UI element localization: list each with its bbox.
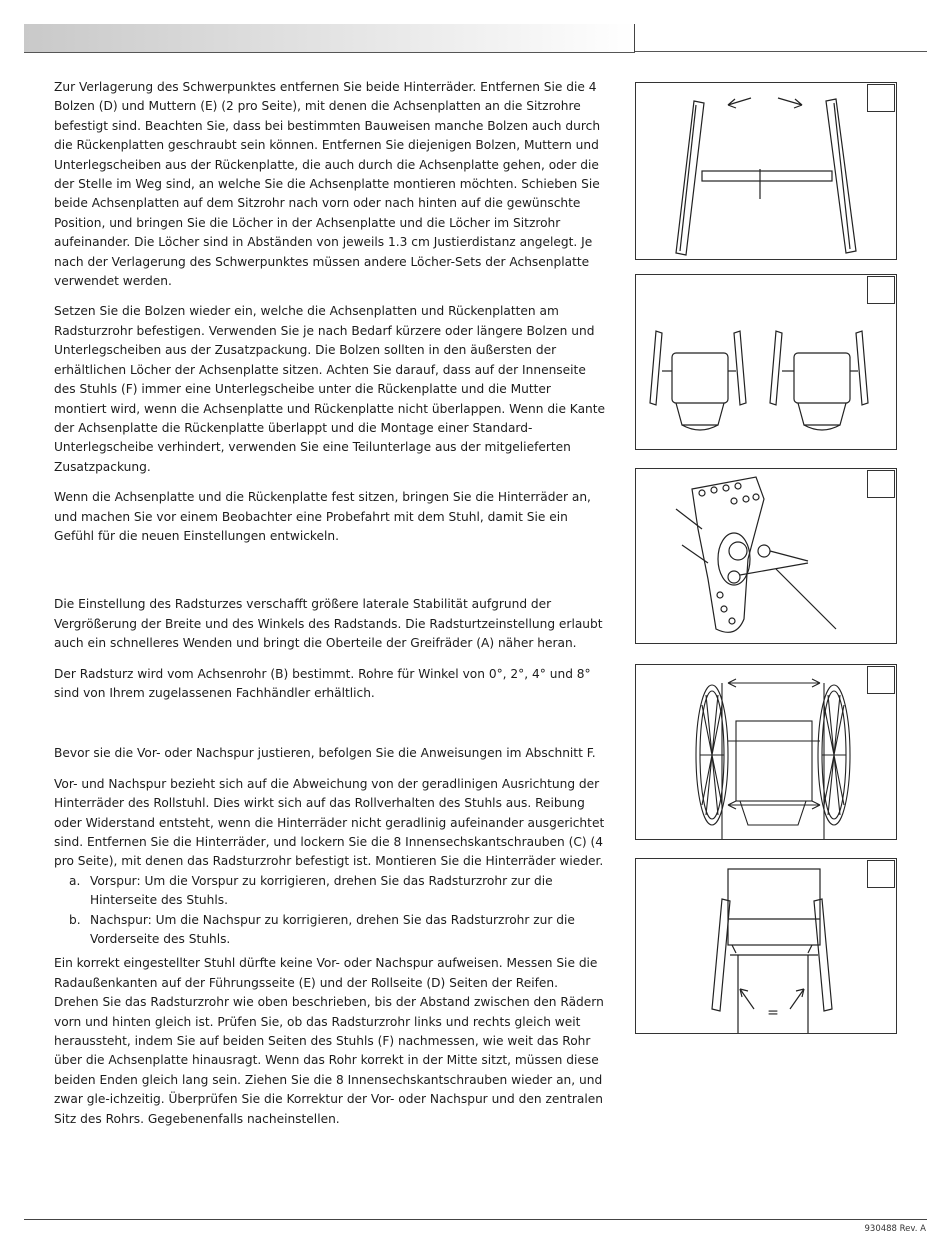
paragraph-test-drive: Wenn die Achsenplatte und die Rückenplatte fest sitzen, bringen Sie die Hinterräder an, und machen Sie vor einem Beobachter eine Probefahrt mit dem Stuhl, damit Sie ein Gefühl für die neuen Einstellungen entwickeln. bbox=[54, 490, 591, 543]
paragraph-toe-check: Ein korrekt eingestellter Stuhl dürfte keine Vor- oder Nachspur aufweisen. Messen Sie die Radaußenkanten auf der Führungsseite (E) und der Rollseite (D) Seiten der Reifen. Drehen Sie das Radsturzrohr wie oben beschrieben, bis der Abstand zwischen den Rädern vorn und hinten gleich ist. Prüfen Sie, ob das Radsturzrohr links und rechts gleich weit heraussteht, indem Sie auf beiden Seiten des Stuhls (F) nachmessen, wie weit das Rohr über die Achsenplatte hinausragt. Wenn das Rohr korrekt in der Mitte sitzt, müssen diese beiden Enden gleich lang sein. Ziehen Sie die 8 Innensechskantschrauben wieder an, und zwar gle-ichzeitig. Überprüfen Sie die Korrektur der Vor- oder Nachspur und den zentralen Sitz des Rohrs. Gegebenenfalls nacheinstellen. bbox=[54, 956, 604, 1126]
toe-adjust-list bbox=[54, 872, 606, 950]
figure-label-box bbox=[867, 276, 895, 304]
header-divider bbox=[634, 24, 635, 52]
list-item: a. Vorspur: Um die Vorspur zu korrigieren, drehen Sie das Radsturzrohr zur die Hinterseite des Stuhls. bbox=[69, 873, 553, 908]
figure-toe-rear-view bbox=[635, 858, 897, 1034]
paragraph-camber-tube: Der Radsturz wird vom Achsenrohr (B) bestimmt. Rohre für Winkel von 0°, 2°, 4° und 8° sind von Ihrem zugelassenen Fachhändler erhältlich. bbox=[54, 666, 591, 700]
figure-axle-plates bbox=[635, 274, 897, 450]
axle-plate-illustration bbox=[636, 275, 896, 449]
footer-rule bbox=[24, 1219, 927, 1220]
paragraph-reinsert-bolts: Setzen Sie die Bolzen wieder ein, welche die Achsenplatten und Rückenplatten am Radsturzrohr befestigen. Verwenden Sie je nach Bedarf kürzere oder längere Bolzen und Unterlegscheiben aus der Zusatzpackung. Die Bolzen sollten in den äußersten der erhältlichen Löcher der Achsenplatte sitzen. Achten Sie darauf, dass auf der Innenseite des Stuhls (F) immer eine Unterlegscheibe unter die Rückenplatte und die Mutter montiert wird, wenn die Achsenplatte und Rückenplatte nicht überlappen. Wenn die Kante der Achsenplatte die Rückenplatte überlappt und die Montage einer Standard-Unterlegscheibe verhindert, verwenden Sie eine Teilunterlage aus der mitgelieferten Zusatzpackung. bbox=[54, 304, 606, 474]
list-item: b. Nachspur: Um die Nachspur zu korrigieren, drehen Sie das Radsturzrohr zur die Vorderseite des Stuhls. bbox=[69, 912, 575, 947]
figure-label-box bbox=[867, 860, 895, 888]
figure-rear-wheels-camber bbox=[635, 82, 897, 260]
figure-label-box bbox=[867, 84, 895, 112]
paragraph-toe-intro: Bevor sie die Vor- oder Nachspur justieren, befolgen Sie die Anweisungen im Abschnitt F. bbox=[54, 746, 596, 761]
figure-label-box bbox=[867, 666, 895, 694]
figure-label-box bbox=[867, 470, 895, 498]
header-bar bbox=[24, 24, 635, 53]
figure-axle-plate-detail bbox=[635, 468, 897, 644]
paragraph-cog-shift: Zur Verlagerung des Schwerpunktes entfernen Sie beide Hinterräder. Entfernen Sie die 4 Bolzen (D) und Muttern (E) (2 pro Seite), mit denen die Achsenplatten an die Sitzrohre befestigt sind. Beachten Sie, dass bei bestimmten Bauweisen manche Bolzen auch durch die Rückenplatten geschraubt sein können. Entfernen Sie diejenigen Bolzen, Muttern und Unterlegscheiben aus der Rückenplatte, die auch durch die Achsenplatte gehen, oder die der Stelle im Weg sind, an welche Sie die Achsenplatte montieren möchten. Schieben Sie beide Achsenplatten auf dem Sitzrohr nach vorn oder nach hinten auf die gewünschte Position, und bringen Sie die Löcher in der Achsenplatte und die Löcher im Sitzrohr aufeinander. Die Löcher sind in Abständen von jeweils 1.3 cm Justierdistanz angelegt. Je nach der Verlagerung des Schwerpunktes müssen andere Löcher-Sets der Achsenplatte verwendet werden. bbox=[54, 80, 601, 289]
toe-rear-view-illustration bbox=[636, 859, 896, 1033]
document-number: 930488 Rev. A bbox=[864, 1224, 926, 1234]
toe-top-view-illustration bbox=[636, 665, 896, 839]
paragraph-toe-explain: Vor- und Nachspur bezieht sich auf die Abweichung von der geradlinigen Ausrichtung der Hinterräder des Rollstuhl. Dies wirkt sich auf das Rollverhalten des Stuhls aus. Reibung oder Widerstand entsteht, wenn die Hinterräder nicht geradlinig aufeinander ausgerichtet sind. Entfernen Sie die Hinterräder, und lockern Sie die 8 Innensechskantschrauben (C) (4 pro Seite), mit denen das Radsturzrohr befestigt ist. Montieren Sie die Hinterräder wieder. bbox=[54, 776, 605, 869]
paragraph-camber: Die Einstellung des Radsturzes verschafft größere laterale Stabilität aufgrund der Vergrößerung der Breite und des Winkels des Radstands. Die Radsturtzeinstellung erlaubt auch ein schnelleres Wenden und bringt die Oberteile der Greifräder (A) näher heran. bbox=[54, 597, 603, 651]
header-rule bbox=[635, 51, 927, 52]
equal-mark: = bbox=[767, 1005, 779, 1021]
text-column bbox=[54, 78, 606, 1140]
axle-plate-detail-illustration bbox=[636, 469, 896, 643]
figure-toe-top-view bbox=[635, 664, 897, 840]
camber-illustration bbox=[636, 83, 896, 259]
